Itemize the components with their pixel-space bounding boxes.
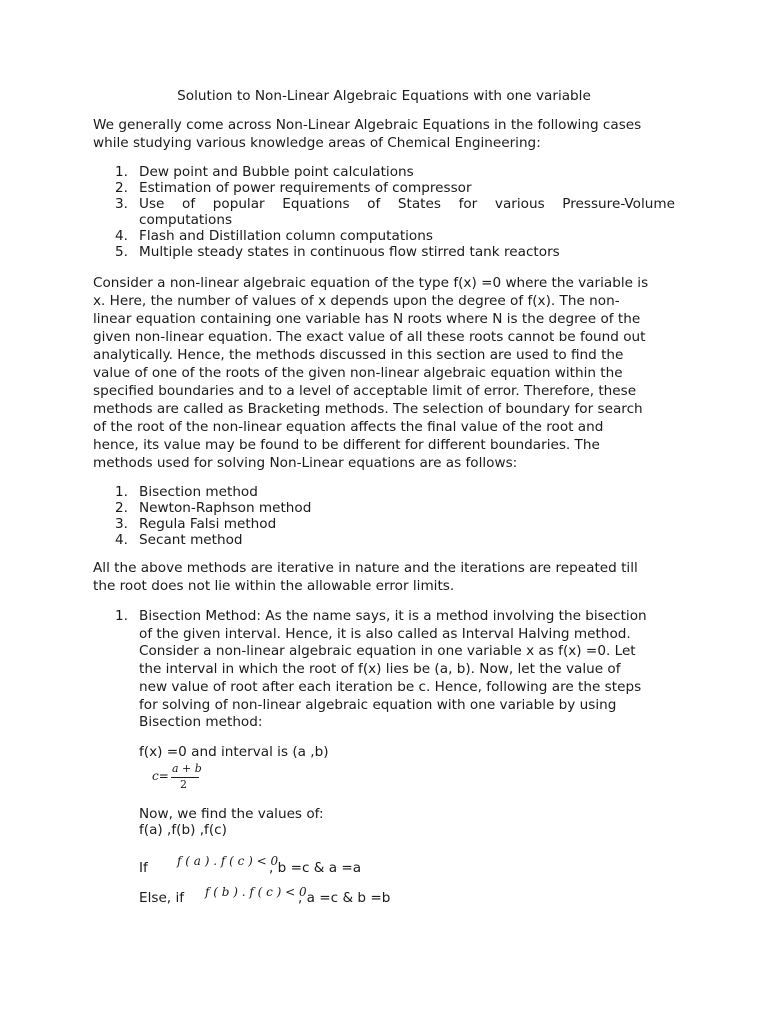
text-line: All the above methods are iterative in nature and the iterations are repeated till bbox=[93, 560, 638, 576]
if-condition: f ( a ) . f ( c ) < 0 bbox=[177, 854, 279, 868]
list-number: 1. bbox=[115, 164, 128, 180]
list-item-text: Secant method bbox=[139, 532, 243, 548]
text-line: value of one of the roots of the given non-linear algebraic equation within the bbox=[93, 365, 623, 381]
list-number: 1. bbox=[115, 608, 128, 624]
if-result: , b =c & a =a bbox=[269, 860, 362, 876]
text-line: methods are called as Bracketing methods. The selection of boundary for search bbox=[93, 401, 643, 417]
text-line: Bisection Method: As the name says, it is a method involving the bisection bbox=[139, 608, 647, 624]
text-line: linear equation containing one variable has N roots where N is the degree of the bbox=[93, 311, 641, 327]
text-line: specified boundaries and to a level of acceptable limit of error. Therefore, these bbox=[93, 383, 637, 399]
text-line: while studying various knowledge areas of Chemical Engineering: bbox=[93, 135, 541, 151]
list-item-text: Flash and Distillation column computations bbox=[139, 228, 433, 244]
list-number: 3. bbox=[115, 516, 128, 532]
else-condition: f ( b ) . f ( c ) < 0 bbox=[205, 885, 307, 899]
text-line: given non-linear equation. The exact value of all these roots cannot be found out bbox=[93, 329, 646, 345]
list-number: 2. bbox=[115, 500, 128, 516]
text-line: of the root of the non-linear equation affects the final value of the root and bbox=[93, 419, 604, 435]
page-title: Solution to Non-Linear Algebraic Equations with one variable bbox=[177, 88, 591, 104]
list-item bbox=[115, 500, 675, 516]
list-item bbox=[115, 228, 675, 244]
list-item-text: Dew point and Bubble point calculations bbox=[139, 164, 414, 180]
intro-paragraph bbox=[93, 116, 675, 152]
list-number: 5. bbox=[115, 244, 128, 260]
list-item bbox=[115, 484, 675, 500]
if-label: If bbox=[139, 860, 148, 876]
list-item-text: Bisection method bbox=[139, 484, 258, 500]
text-line: methods used for solving Non-Linear equations are as follows: bbox=[93, 455, 518, 471]
formula-numerator: a + b bbox=[172, 762, 202, 775]
consider-paragraph bbox=[93, 274, 675, 472]
list-number: 3. bbox=[115, 196, 128, 212]
else-result: , a =c & b =b bbox=[298, 890, 391, 906]
formula-denominator: 2 bbox=[180, 778, 187, 791]
now-line: Now, we find the values of: bbox=[139, 806, 324, 822]
formula-lhs: c= bbox=[152, 769, 169, 783]
list-number: 1. bbox=[115, 484, 128, 500]
values-line: f(a) ,f(b) ,f(c) bbox=[139, 822, 227, 838]
list-item bbox=[115, 180, 675, 196]
methods-list bbox=[115, 484, 675, 548]
text-line: the interval in which the root of f(x) lies be (a, b). Now, let the value of bbox=[139, 661, 621, 678]
text-line: of the given interval. Hence, it is also called as Interval Halving method. bbox=[139, 625, 631, 642]
cases-list bbox=[115, 164, 675, 260]
else-label: Else, if bbox=[139, 890, 185, 906]
list-number: 4. bbox=[115, 532, 128, 548]
list-item bbox=[115, 196, 675, 228]
text-line: analytically. Hence, the methods discussed in this section are used to find the bbox=[93, 347, 624, 363]
text-line: hence, its value may be found to be different for different boundaries. The bbox=[93, 437, 600, 453]
fx-interval-line: f(x) =0 and interval is (a ,b) bbox=[139, 744, 329, 760]
text-line: new value of root after each iteration be c. Hence, following are the steps bbox=[139, 678, 642, 695]
list-item-text: computations bbox=[139, 212, 233, 228]
list-item bbox=[115, 244, 675, 260]
bisection-description bbox=[139, 608, 679, 732]
list-item bbox=[115, 164, 675, 180]
list-item bbox=[115, 516, 675, 532]
list-number: 2. bbox=[115, 180, 128, 196]
list-item-text: Regula Falsi method bbox=[139, 516, 277, 532]
text-line: Consider a non-linear algebraic equation of the type f(x) =0 where the variable is bbox=[93, 275, 649, 291]
text-line: Consider a non-linear algebraic equation in one variable x as f(x) =0. Let bbox=[139, 643, 636, 660]
list-item-text: Use of popular Equations of States for various Pressure-Volume bbox=[139, 196, 675, 212]
text-line: We generally come across Non-Linear Algebraic Equations in the following cases bbox=[93, 117, 642, 133]
list-item-text: Newton-Raphson method bbox=[139, 500, 312, 516]
list-item-text: Multiple steady states in continuous flow stirred tank reactors bbox=[139, 244, 560, 260]
text-line: the root does not lie within the allowable error limits. bbox=[93, 578, 455, 594]
iterative-paragraph bbox=[93, 559, 675, 595]
text-line: for solving of non-linear algebraic equation with one variable by using bbox=[139, 696, 617, 713]
text-line: x. Here, the number of values of x depends upon the degree of f(x). The non- bbox=[93, 293, 620, 309]
list-item bbox=[115, 532, 675, 548]
text-line: Bisection method: bbox=[139, 714, 263, 731]
list-number: 4. bbox=[115, 228, 128, 244]
list-item-text: Estimation of power requirements of compressor bbox=[139, 180, 472, 196]
